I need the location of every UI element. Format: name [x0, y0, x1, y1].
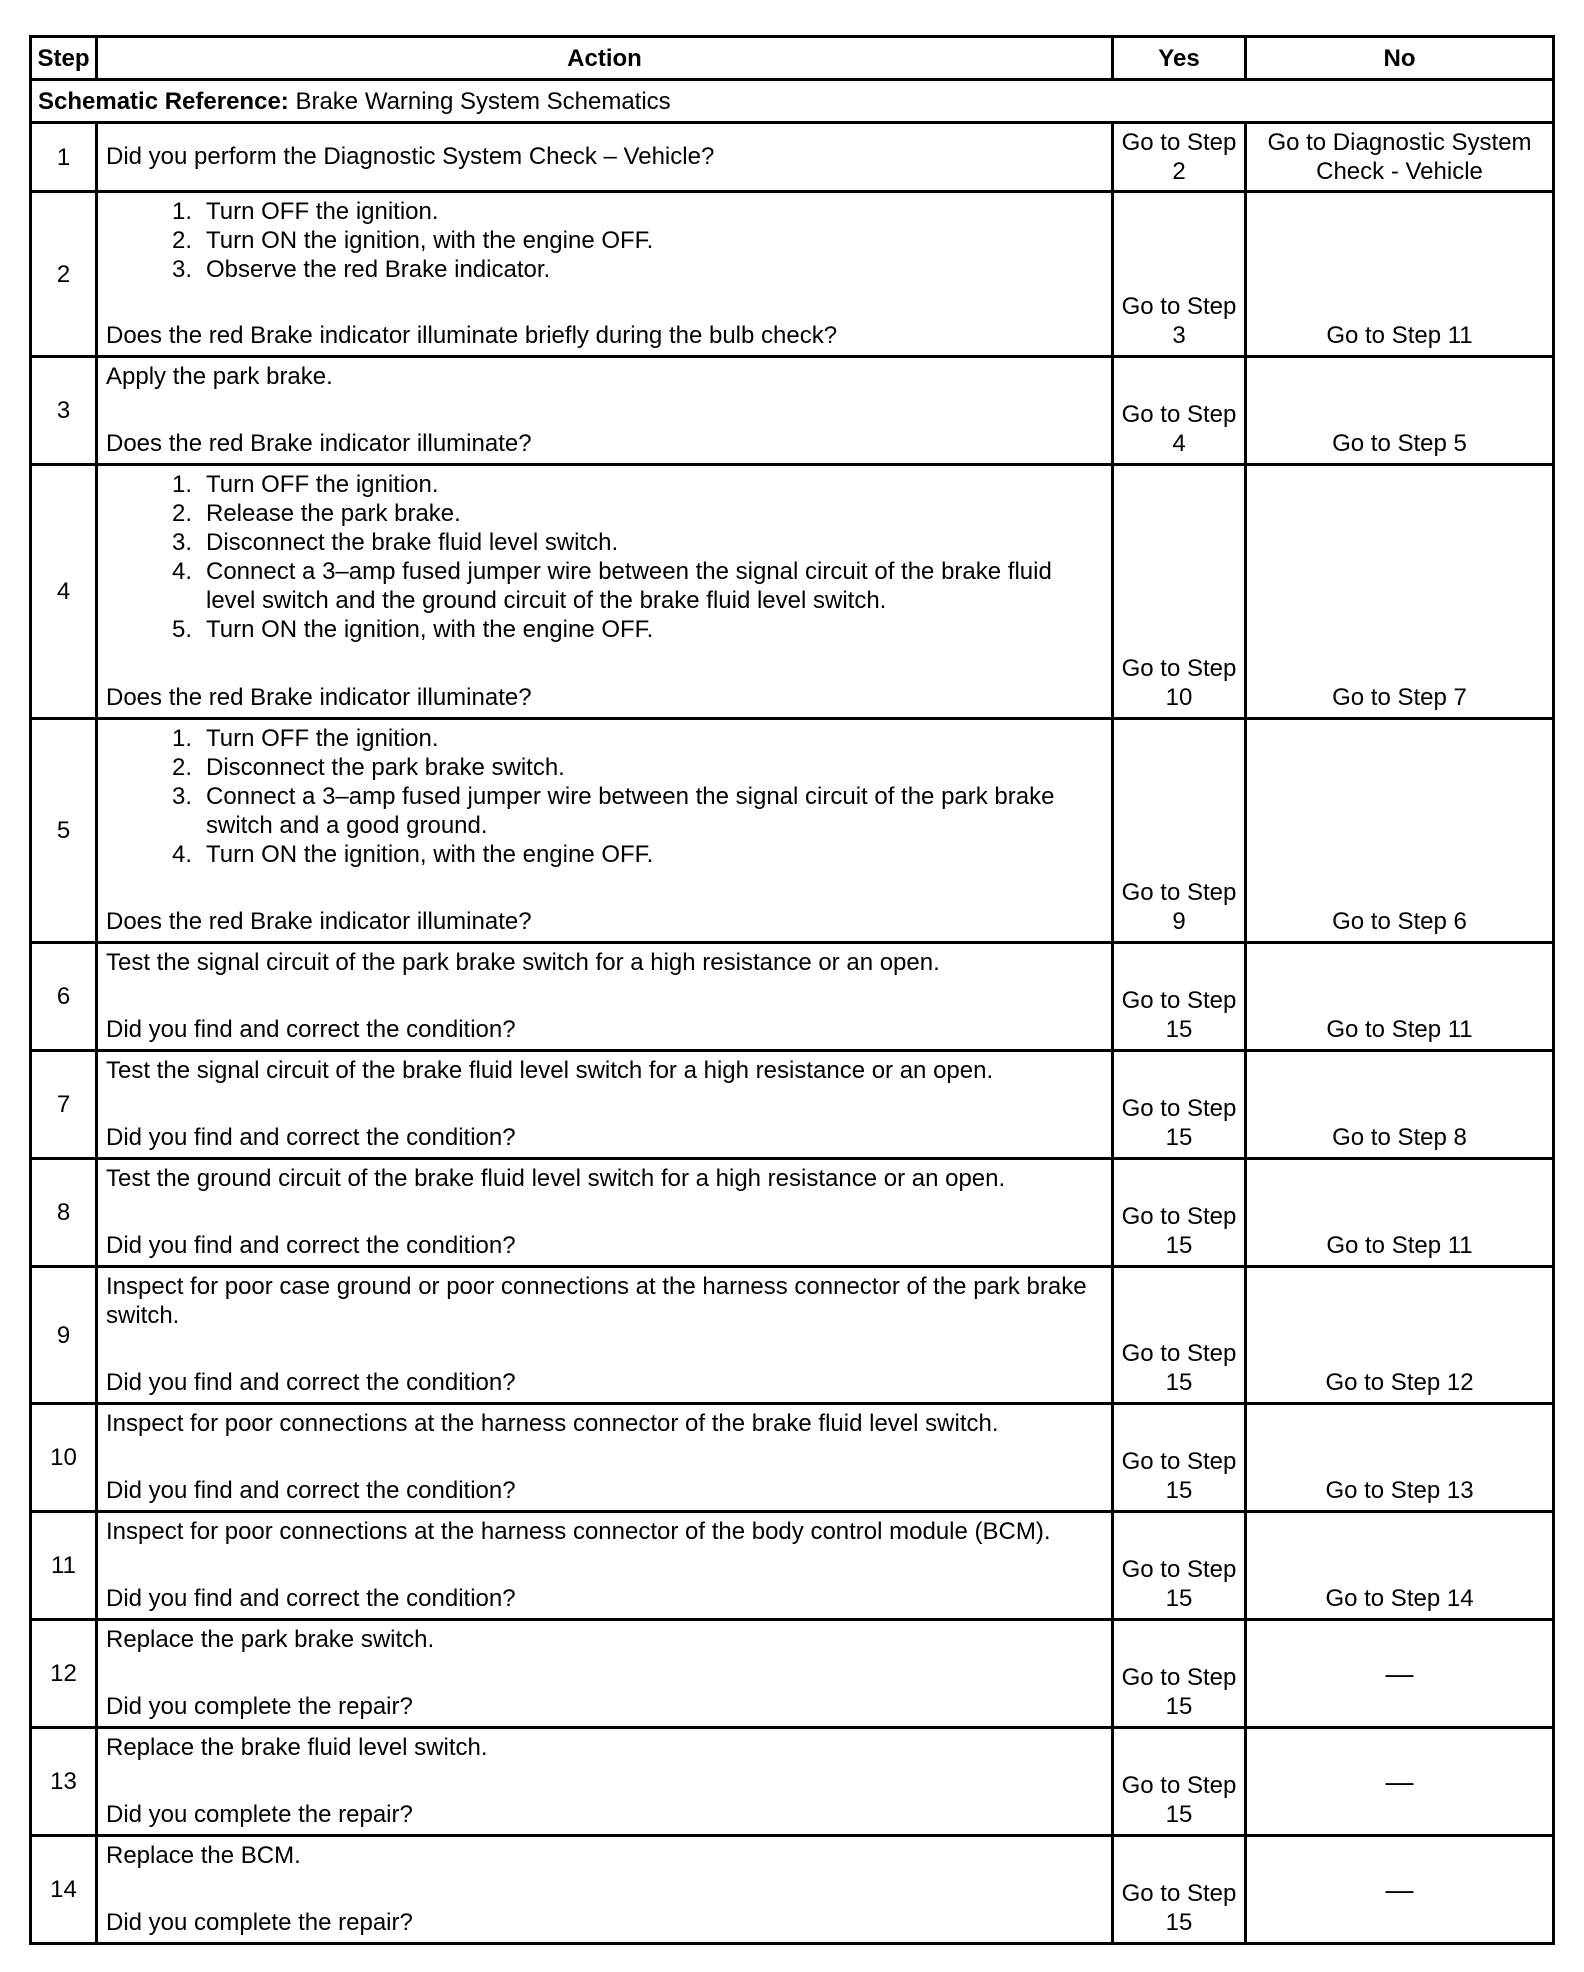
table-row	[31, 357, 1554, 465]
action-question: Did you find and correct the condition?	[106, 1477, 516, 1504]
action-cell	[97, 1836, 1113, 1944]
yes-result: Go to Step 15	[1113, 1051, 1246, 1159]
action-step-number: 4.	[171, 841, 192, 868]
action-step-text: Release the park brake.	[206, 500, 461, 527]
no-result: Go to Step 13	[1246, 1404, 1554, 1512]
step-number: 13	[31, 1728, 97, 1836]
action-step-number: 1.	[171, 725, 192, 752]
action-question: Does the red Brake indicator illuminate?	[106, 430, 532, 457]
action-step-item	[106, 615, 1103, 644]
yes-result: Go to Step 15	[1113, 1836, 1246, 1944]
step-number: 10	[31, 1404, 97, 1512]
yes-result: Go to Step 15	[1113, 1404, 1246, 1512]
schematic-reference-label: Schematic Reference:	[38, 87, 289, 115]
schematic-reference-row	[31, 80, 1554, 123]
action-step-number: 3.	[171, 529, 192, 556]
schematic-reference-text: Brake Warning System Schematics	[288, 87, 671, 115]
step-number: 1	[31, 123, 97, 192]
action-instruction: Test the signal circuit of the brake fluid level switch for a high resistance or an open.	[106, 1057, 994, 1084]
action-step-item	[106, 557, 1103, 615]
action-step-item	[106, 255, 1103, 284]
action-question: Did you perform the Diagnostic System Check – Vehicle?	[106, 143, 715, 170]
action-content	[106, 128, 1103, 185]
action-instruction: Apply the park brake.	[106, 363, 333, 390]
no-result: —	[1246, 1728, 1554, 1836]
action-content	[106, 1272, 1103, 1397]
action-content	[106, 470, 1103, 712]
action-step-text: Turn OFF the ignition.	[206, 725, 439, 752]
schematic-reference-cell	[31, 80, 1554, 123]
table-row	[31, 1267, 1554, 1404]
action-step-number: 2.	[171, 500, 192, 527]
table-row	[31, 1051, 1554, 1159]
action-step-text: Turn ON the ignition, with the engine OFF.	[206, 227, 654, 254]
action-step-item	[106, 470, 1103, 499]
action-question: Did you find and correct the condition?	[106, 1124, 516, 1151]
action-instruction: Test the ground circuit of the brake fluid level switch for a high resistance or an open.	[106, 1165, 1006, 1192]
table-row	[31, 1512, 1554, 1620]
table-row	[31, 192, 1554, 357]
action-content	[106, 724, 1103, 936]
action-step-text: Turn ON the ignition, with the engine OFF.	[206, 841, 654, 868]
action-cell	[97, 1620, 1113, 1728]
header-row	[31, 37, 1554, 80]
no-result: Go to Step 14	[1246, 1512, 1554, 1620]
step-number: 5	[31, 719, 97, 943]
no-result: Go to Step 11	[1246, 1159, 1554, 1267]
action-question: Did you complete the repair?	[106, 1801, 413, 1828]
action-step-item	[106, 226, 1103, 255]
yes-result: Go to Step 15	[1113, 1159, 1246, 1267]
action-question: Did you find and correct the condition?	[106, 1016, 516, 1043]
table-row	[31, 719, 1554, 943]
action-cell	[97, 719, 1113, 943]
step-number: 14	[31, 1836, 97, 1944]
action-instruction: Replace the brake fluid level switch.	[106, 1734, 488, 1761]
no-result: —	[1246, 1836, 1554, 1944]
action-step-number: 2.	[171, 754, 192, 781]
step-number: 8	[31, 1159, 97, 1267]
action-cell	[97, 943, 1113, 1051]
table-row	[31, 1404, 1554, 1512]
yes-result: Go to Step 3	[1113, 192, 1246, 357]
action-cell	[97, 123, 1113, 192]
action-cell	[97, 1512, 1113, 1620]
header-no: No	[1246, 37, 1554, 80]
action-content	[106, 1409, 1103, 1505]
action-content	[106, 1056, 1103, 1152]
action-step-number: 3.	[171, 256, 192, 283]
action-step-item	[106, 499, 1103, 528]
action-content	[106, 948, 1103, 1044]
yes-result: Go to Step 15	[1113, 943, 1246, 1051]
action-steps-list	[106, 470, 1103, 644]
step-number: 9	[31, 1267, 97, 1404]
action-cell	[97, 357, 1113, 465]
no-result: Go to Step 8	[1246, 1051, 1554, 1159]
action-step-text: Turn OFF the ignition.	[206, 471, 439, 498]
yes-result: Go to Step 4	[1113, 357, 1246, 465]
action-instruction: Inspect for poor connections at the harness connector of the brake fluid level switch.	[106, 1410, 999, 1437]
action-question: Did you complete the repair?	[106, 1693, 413, 1720]
step-number: 2	[31, 192, 97, 357]
table-row	[31, 1836, 1554, 1944]
action-step-text: Turn ON the ignition, with the engine OFF.	[206, 616, 654, 643]
header-action: Action	[97, 37, 1113, 80]
action-step-text: Disconnect the park brake switch.	[206, 754, 565, 781]
diagnostic-table	[29, 35, 1555, 1945]
action-step-item	[106, 840, 1103, 869]
action-step-text: Observe the red Brake indicator.	[206, 256, 551, 283]
action-question: Did you complete the repair?	[106, 1909, 413, 1936]
action-instruction: Test the signal circuit of the park brake switch for a high resistance or an open.	[106, 949, 940, 976]
action-content	[106, 1733, 1103, 1829]
action-question: Did you find and correct the condition?	[106, 1369, 516, 1396]
header-yes: Yes	[1113, 37, 1246, 80]
action-instruction: Replace the BCM.	[106, 1842, 301, 1869]
action-content	[106, 1841, 1103, 1937]
action-step-item	[106, 197, 1103, 226]
action-step-item	[106, 528, 1103, 557]
step-number: 7	[31, 1051, 97, 1159]
action-cell	[97, 192, 1113, 357]
yes-result: Go to Step 15	[1113, 1267, 1246, 1404]
action-step-number: 1.	[171, 198, 192, 225]
action-content	[106, 197, 1103, 350]
action-question: Did you find and correct the condition?	[106, 1232, 516, 1259]
action-step-item	[106, 753, 1103, 782]
action-cell	[97, 1728, 1113, 1836]
yes-result: Go to Step 10	[1113, 465, 1246, 719]
header-step: Step	[31, 37, 97, 80]
no-result: Go to Step 5	[1246, 357, 1554, 465]
action-step-item	[106, 782, 1103, 840]
action-step-text: Connect a 3–amp fused jumper wire between the signal circuit of the park brake switch and a good ground.	[206, 783, 1055, 839]
action-step-text: Disconnect the brake fluid level switch.	[206, 529, 619, 556]
yes-result: Go to Step 9	[1113, 719, 1246, 943]
action-step-number: 4.	[171, 558, 192, 585]
table-row	[31, 465, 1554, 719]
action-step-number: 1.	[171, 471, 192, 498]
no-result: —	[1246, 1620, 1554, 1728]
no-result: Go to Step 11	[1246, 192, 1554, 357]
no-result: Go to Diagnostic System Check - Vehicle	[1246, 123, 1554, 192]
action-steps-list	[106, 724, 1103, 869]
yes-result: Go to Step 15	[1113, 1728, 1246, 1836]
action-instruction: Inspect for poor connections at the harness connector of the body control module (BCM).	[106, 1518, 1051, 1545]
action-question: Does the red Brake indicator illuminate briefly during the bulb check?	[106, 322, 838, 349]
action-step-item	[106, 724, 1103, 753]
yes-result: Go to Step 15	[1113, 1620, 1246, 1728]
action-cell	[97, 1404, 1113, 1512]
no-result: Go to Step 7	[1246, 465, 1554, 719]
no-result: Go to Step 11	[1246, 943, 1554, 1051]
no-result: Go to Step 12	[1246, 1267, 1554, 1404]
action-cell	[97, 1267, 1113, 1404]
step-number: 12	[31, 1620, 97, 1728]
action-step-text: Turn OFF the ignition.	[206, 198, 439, 225]
table-row	[31, 123, 1554, 192]
action-step-number: 3.	[171, 783, 192, 810]
table-row	[31, 1159, 1554, 1267]
action-steps-list	[106, 197, 1103, 284]
table-row	[31, 1620, 1554, 1728]
action-cell	[97, 465, 1113, 719]
action-instruction: Inspect for poor case ground or poor connections at the harness connector of the park brake switch.	[106, 1273, 1087, 1329]
diagnostic-table-container	[29, 35, 1552, 1945]
action-content	[106, 1625, 1103, 1721]
action-instruction: Replace the park brake switch.	[106, 1626, 435, 1653]
table-row	[31, 1728, 1554, 1836]
step-number: 6	[31, 943, 97, 1051]
yes-result: Go to Step 15	[1113, 1512, 1246, 1620]
action-question: Did you find and correct the condition?	[106, 1585, 516, 1612]
no-result: Go to Step 6	[1246, 719, 1554, 943]
step-number: 4	[31, 465, 97, 719]
action-question: Does the red Brake indicator illuminate?	[106, 908, 532, 935]
action-step-number: 2.	[171, 227, 192, 254]
action-content	[106, 1164, 1103, 1260]
yes-result: Go to Step 2	[1113, 123, 1246, 192]
table-row	[31, 943, 1554, 1051]
action-content	[106, 1517, 1103, 1613]
action-cell	[97, 1159, 1113, 1267]
action-cell	[97, 1051, 1113, 1159]
action-question: Does the red Brake indicator illuminate?	[106, 684, 532, 711]
action-step-text: Connect a 3–amp fused jumper wire between the signal circuit of the brake fluid level switch and the ground circuit of the brake fluid level switch.	[206, 558, 1052, 614]
step-number: 11	[31, 1512, 97, 1620]
step-number: 3	[31, 357, 97, 465]
action-content	[106, 362, 1103, 458]
action-step-number: 5.	[171, 616, 192, 643]
